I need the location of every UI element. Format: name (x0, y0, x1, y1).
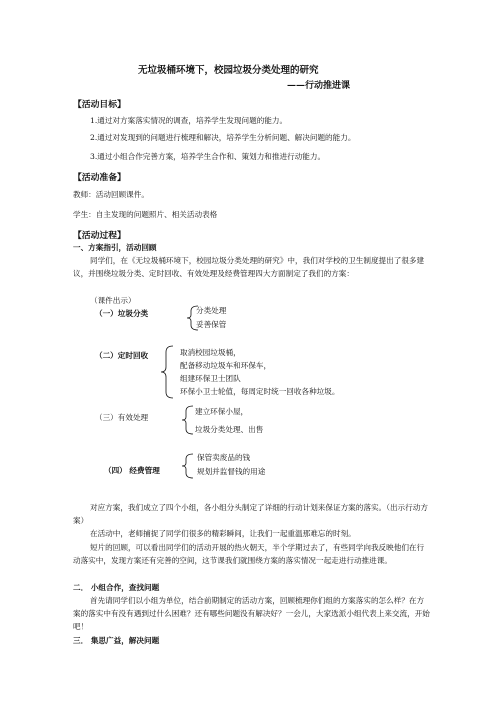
group-2-item-3: 组建环保卫士团队 (180, 374, 241, 383)
section-1-paragraph-4: 短片的回顾，可以看出同学们的活动开展的热火朝天，半个学期过去了，有些同学向我反映他们在行动落实中，发现方案还有完善的空间，这节课我们就围绕方案的落实情况一起走进行动推进课。 (73, 543, 425, 565)
group-1-label: （一）垃圾分类 (95, 309, 149, 318)
group-1-item-2: 妥善保管 (196, 320, 227, 329)
group-4-brace (182, 453, 194, 479)
goal-item-3: 3.通过小组合作完善方案，培养学生合作和、策划力和推进行动能力。 (90, 152, 326, 161)
group-2-label: （二）定时回收 (95, 351, 149, 360)
section-1-title: 一、方案指引，活动回顾 (73, 243, 157, 252)
prep-heading: 【活动准备】 (73, 173, 126, 183)
section-2-title: 二． 小组合作，查找问题 (73, 583, 160, 592)
section-1-paragraph-1: 同学们，在《无垃圾桶环境下，校园垃圾分类处理的研究》中，我们对学校的卫生制度提出了很多建议，并围绕垃圾分类、定时回收、有效处理及经费管理四大方面制定了我们的方案： (73, 256, 425, 278)
section-1-paragraph-2: 对应方案，我们成立了四个小组，各小组分头制定了详细的行动计划来保证方案的落实。（出示行动方案） (73, 503, 428, 525)
courseware-note: （课件出示） (90, 296, 136, 305)
section-3-title: 三． 集思广益，解决问题 (73, 636, 160, 645)
group-1-item-1: 分类处理 (196, 306, 227, 315)
prep-teacher: 教师：活动回顾课件。 (73, 190, 149, 199)
group-2-brace (160, 345, 174, 399)
group-4-label: （四） 经费管理 (104, 466, 160, 475)
group-4-item-2: 规划并监督钱的用途 (197, 467, 266, 476)
group-2-item-2: 配备移动垃圾车和环保车， (180, 361, 272, 370)
group-3-item-2: 垃圾分类处理、出售 (195, 425, 264, 434)
document-title: 无垃圾桶环境下，校园垃圾分类处理的研究 (138, 65, 319, 76)
goals-heading: 【活动目标】 (73, 100, 126, 110)
prep-student: 学生：自主发现的问题照片、相关活动表格 (73, 210, 218, 219)
group-3-label: （三）有效处理 (95, 413, 149, 422)
goal-item-1: 1.通过对方案落实情况的调查，培养学生发现问题的能力。 (90, 116, 288, 125)
process-heading: 【活动过程】 (73, 231, 126, 241)
group-3-item-1: 建立环保小屋， (195, 407, 249, 416)
group-2-item-1: 取消校园垃圾桶， (180, 348, 241, 357)
group-3-brace (182, 405, 194, 435)
group-4-item-1: 保管卖废品的钱 (197, 453, 251, 462)
group-2-item-4: 环保小卫士轮值，每周定时统一回收各种垃圾。 (180, 387, 340, 396)
document-subtitle: ——行动推进课 (287, 81, 351, 91)
section-2-paragraph-1: 首先请同学们以小组为单位，结合前期制定的活动方案，回顾梳理你们组的方案落实的怎么样？在方案的落实中有没有遇到过什么困难？还有哪些问题没有解决好？一会儿，大家选派小组代表上来交流，开始吧！ (73, 596, 430, 631)
section-1-paragraph-3: 在活动中，老师捕捉了同学们很多的精彩瞬间，让我们一起重温那难忘的时刻。 (90, 529, 356, 538)
goal-item-2: 2.通过对发现到的问题进行梳理和解决，培养学生分析问题、解决问题的能力。 (90, 133, 356, 142)
